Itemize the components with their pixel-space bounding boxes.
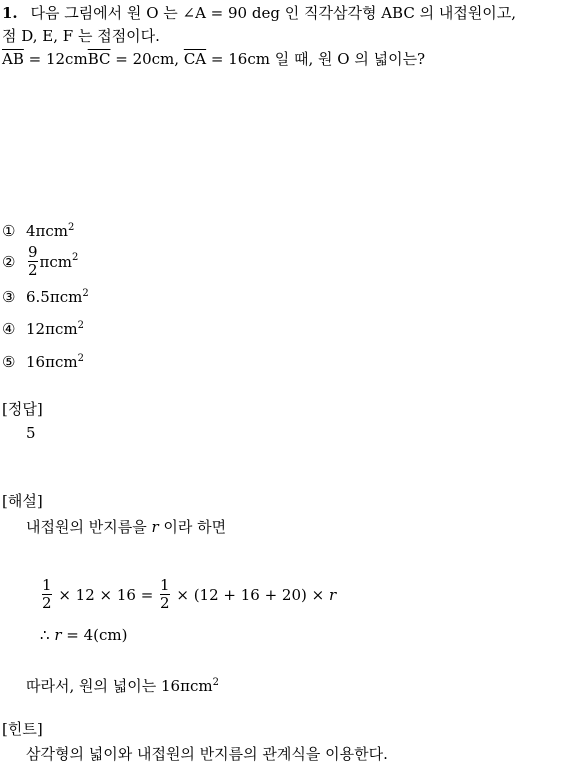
explanation-conclusion: 따라서, 원의 넓이는 16πcm$^2$ — [26, 677, 219, 695]
question-line-2: 점 D, E, F 는 접점이다. — [2, 27, 160, 45]
fraction: $\frac{1}{2}$ — [42, 576, 52, 612]
question-number: 1. — [2, 4, 18, 22]
question-line-3: $\overline{AB} = 12cm\overline{BC} = 20cm$, $\overline{CA} = 16cm$ 일 때, 원 O 의 넓이는? — [2, 50, 426, 68]
explanation-equation: $\frac{1}{2}$ × 12 × 16 = $\frac{1}{2}$ × (12 + 16 + 20) × r — [42, 576, 337, 612]
option-3[interactable]: ③ 6.5πcm$^2$ — [2, 288, 89, 306]
question-text-1: 다음 그림에서 원 O 는 ∠A = 90 deg 인 직각삼각형 ABC 의 내접원이고, — [30, 4, 517, 22]
fraction: $\frac{1}{2}$ — [160, 576, 170, 612]
segment-bc: $\overline{BC}$ — [87, 50, 111, 68]
explanation-therefore: ∴ r = 4(cm) — [40, 626, 128, 644]
option-5[interactable]: ⑤ 16πcm$^2$ — [2, 353, 84, 371]
explanation-line-1: 내접원의 반지름을 r 이라 하면 — [26, 518, 227, 536]
answer-value: 5 — [26, 424, 36, 442]
answer-label: [정답] — [2, 400, 43, 418]
explanation-label: [해설] — [2, 492, 43, 510]
option-2[interactable]: ② $\frac{9}{2}$ πcm$^2$ — [2, 243, 79, 279]
fraction: $\frac{9}{2}$ — [28, 243, 38, 279]
hint-text: 삼각형의 넓이와 내접원의 반지름의 관계식을 이용한다. — [26, 745, 388, 763]
question-line-1 — [2, 2, 516, 23]
option-4[interactable]: ④ 12πcm$^2$ — [2, 320, 84, 338]
segment-ab: $\overline{AB}$ — [2, 50, 24, 68]
segment-ca: $\overline{CA}$ — [183, 50, 207, 68]
hint-label: [힌트] — [2, 720, 43, 738]
option-1[interactable]: ① 4πcm$^2$ — [2, 222, 75, 240]
